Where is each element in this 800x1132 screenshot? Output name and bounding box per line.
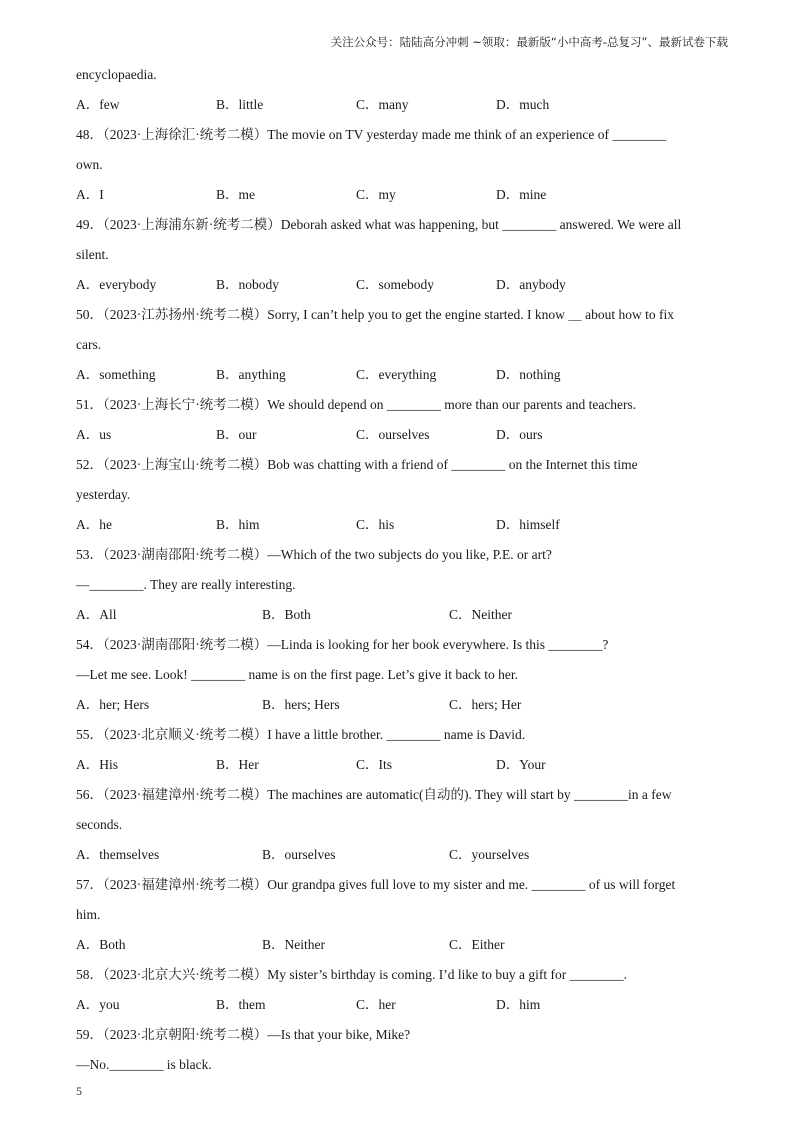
questions: [76, 120, 728, 1080]
option-b: B．him: [216, 517, 260, 532]
question-stem: 51．（2023·上海长宁·统考二模）We should depend on ________ more than our parents and teachers.: [76, 397, 637, 412]
option-a: A．he: [76, 517, 112, 532]
question-stem: 49．（2023·上海浦东新·统考二模）Deborah asked what was happening, but ________ answered. We were all: [76, 217, 682, 232]
page-number: 5: [76, 1084, 82, 1098]
option-c: C．everything: [356, 367, 437, 382]
option-b: B．little: [216, 97, 264, 112]
option-a: A．you: [76, 997, 120, 1012]
option-c: C．Its: [356, 757, 393, 772]
question-continuation: own.: [76, 157, 103, 172]
question-stem: 54．（2023·湖南邵阳·统考二模）—Linda is looking for her book everywhere. Is this ________?: [76, 637, 609, 652]
option-a: A．Both: [76, 937, 126, 952]
options-row: [76, 930, 728, 960]
option-a: A．her; Hers: [76, 697, 150, 712]
option-a: A．everybody: [76, 277, 157, 292]
question-item: [76, 720, 728, 780]
option-d: D．anybody: [496, 277, 566, 292]
options-row: [76, 270, 728, 300]
question-continuation: —Let me see. Look! ________ name is on the first page. Let’s give it back to her.: [76, 667, 519, 682]
option-c: C．ourselves: [356, 427, 430, 442]
question-continuation: —No.________ is black.: [76, 1057, 212, 1072]
option-d: D．him: [496, 997, 541, 1012]
question-stem: 58．（2023·北京大兴·统考二模）My sister’s birthday is coming. I’d like to buy a gift for ________.: [76, 967, 627, 982]
question-stem: 52．（2023·上海宝山·统考二模）Bob was chatting with a friend of ________ on the Internet this time: [76, 457, 638, 472]
option-b: B．hers; Hers: [262, 697, 340, 712]
question-stem: 56．（2023·福建漳州·统考二模）The machines are automatic(自动的). They will start by ________in a few: [76, 787, 672, 802]
question-item: [76, 300, 728, 390]
options-row: [76, 990, 728, 1020]
continuation-text: encyclopaedia.: [76, 67, 157, 82]
option-d: D．much: [496, 97, 550, 112]
option-b: B．our: [216, 427, 257, 442]
option-d: D．ours: [496, 427, 543, 442]
options-row: [76, 420, 728, 450]
option-d: D．mine: [496, 187, 547, 202]
option-c: C．his: [356, 517, 395, 532]
question-stem: 59．（2023·北京朝阳·统考二模）—Is that your bike, Mike?: [76, 1027, 411, 1042]
option-a: A．I: [76, 187, 104, 202]
option-c: C．Either: [449, 937, 505, 952]
question-item: [76, 390, 728, 450]
question-item: [76, 540, 728, 630]
option-b: B．anything: [216, 367, 286, 382]
question-stem: 57．（2023·福建漳州·统考二模）Our grandpa gives full love to my sister and me. ________ of us will forget: [76, 877, 676, 892]
options-row: [76, 690, 728, 720]
question-continuation: yesterday.: [76, 487, 131, 502]
options-row: [76, 90, 728, 120]
question-item: [76, 870, 728, 960]
question-item: [76, 210, 728, 300]
option-b: B．them: [216, 997, 266, 1012]
option-b: B．Her: [216, 757, 259, 772]
question-continuation: cars.: [76, 337, 102, 352]
question-item: [76, 780, 728, 870]
options-row: [76, 360, 728, 390]
option-c: C．Neither: [449, 607, 512, 622]
option-a: A．All: [76, 607, 117, 622]
page-header: 关注公众号：陆陆高分冲刺 ~领取：最新版“小中高考-总复习”、最新试卷下载: [330, 35, 728, 49]
options-row: [76, 840, 728, 870]
options-row: [76, 180, 728, 210]
question-item: [76, 120, 728, 210]
question-continuation: seconds.: [76, 817, 123, 832]
option-d: D．nothing: [496, 367, 561, 382]
question-item: [76, 630, 728, 720]
options-row: [76, 600, 728, 630]
option-b: B．me: [216, 187, 255, 202]
question-stem: 55．（2023·北京顺义·统考二模）I have a little brother. ________ name is David.: [76, 727, 526, 742]
option-a: A．His: [76, 757, 119, 772]
option-a: A．few: [76, 97, 120, 112]
question-stem: 48．（2023·上海徐汇·统考二模）The movie on TV yesterday made me think of an experience of ________: [76, 127, 667, 142]
option-c: C．my: [356, 187, 396, 202]
option-b: B．Neither: [262, 937, 325, 952]
options-row: [76, 510, 728, 540]
question-continuation: him.: [76, 907, 101, 922]
option-b: B．Both: [262, 607, 311, 622]
option-c: C．yourselves: [449, 847, 530, 862]
question-item: [76, 1020, 728, 1080]
question-list: [76, 60, 728, 1080]
option-a: A．us: [76, 427, 112, 442]
option-c: C．many: [356, 97, 409, 112]
option-a: A．themselves: [76, 847, 160, 862]
question-continuation: silent.: [76, 247, 109, 262]
options-row: [76, 750, 728, 780]
question-stem: 53．（2023·湖南邵阳·统考二模）—Which of the two subjects do you like, P.E. or art?: [76, 547, 552, 562]
option-c: C．her: [356, 997, 396, 1012]
option-d: D．Your: [496, 757, 546, 772]
question-item: [76, 450, 728, 540]
question-stem: 50．（2023·江苏扬州·统考二模）Sorry, I can’t help you to get the engine started. I know ＿ about how to fix: [76, 307, 675, 322]
option-a: A．something: [76, 367, 156, 382]
question-item: [76, 960, 728, 1020]
option-b: B．ourselves: [262, 847, 336, 862]
option-c: C．hers; Her: [449, 697, 522, 712]
option-c: C．somebody: [356, 277, 435, 292]
option-d: D．himself: [496, 517, 560, 532]
question-continuation: —________. They are really interesting.: [76, 577, 296, 592]
option-b: B．nobody: [216, 277, 280, 292]
